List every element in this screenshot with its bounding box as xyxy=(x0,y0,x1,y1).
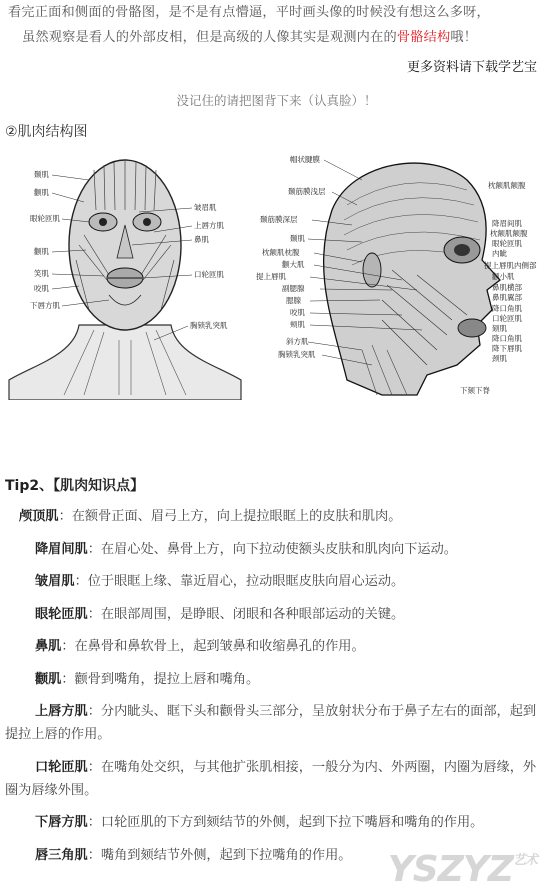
item-text: ：颧骨到嘴角，提拉上唇和嘴角。 xyxy=(61,671,260,687)
side-label-trapezius: 斜方肌 xyxy=(286,337,309,346)
front-label-quadratus-labii-sup: 上唇方肌 xyxy=(194,221,224,230)
side-label-levator-labii-medial: 提上唇肌内侧部 xyxy=(484,261,537,270)
list-item xyxy=(5,811,548,834)
front-label-zygomaticus: 颧肌 xyxy=(34,247,49,256)
side-label-orbicularis-oris: 口轮匝肌 xyxy=(492,314,522,323)
side-muscle-illustration xyxy=(252,150,550,400)
item-text: ：分内眦头、眶下头和颧骨头三部分，呈放射状分布于鼻子左右的面部，起到提拉上唇的作用。 xyxy=(5,704,537,742)
item-term: 上唇方肌 xyxy=(35,704,88,719)
item-term: 下唇方肌 xyxy=(35,815,88,830)
front-muscle-diagram xyxy=(4,150,246,400)
item-term: 皱眉肌 xyxy=(35,574,75,589)
side-label-galea: 帽状腱膜 xyxy=(290,155,320,164)
side-label-levator-labii: 提上唇肌 xyxy=(256,272,286,281)
tip-heading: Tip2、【肌肉知识点】 xyxy=(5,478,145,494)
side-label-depressor-labii: 降下唇肌 xyxy=(492,344,522,353)
side-label-neck-muscle: 颈肌 xyxy=(492,354,507,363)
side-label-accessory-parotid: 副腮腺 xyxy=(282,284,305,293)
front-label-zygomatic: 颧肌 xyxy=(34,188,49,197)
reminder-text: 没记住的请把图背下来（认真脸）！ xyxy=(176,93,377,108)
item-term: 眼轮匝肌 xyxy=(35,606,88,622)
front-label-sternocleidomastoid: 胸锁乳突肌 xyxy=(190,321,228,330)
side-label-occipitalis: 枕额肌枕腹 xyxy=(262,248,300,257)
list-item xyxy=(5,635,548,658)
front-label-risorius: 笑肌 xyxy=(34,269,49,278)
side-label-parotid: 腮腺 xyxy=(286,296,301,305)
front-label-masseter: 咬肌 xyxy=(34,284,49,293)
item-term: 颧肌 xyxy=(35,671,62,687)
side-label-frontalis-2: 枕额肌额腹 xyxy=(490,229,528,238)
side-label-frontalis: 枕额肌额腹 xyxy=(488,181,526,190)
side-label-temporal-fascia-deep: 颞筋膜深层 xyxy=(260,215,298,224)
item-term: 颅顶肌 xyxy=(19,509,59,524)
highlight-keyword: 骨骼结构 xyxy=(396,30,451,45)
side-muscle-diagram xyxy=(252,150,550,400)
side-label-inner-canthus: 内眦 xyxy=(492,249,507,258)
item-text: ：在眉心处、鼻骨上方，向下拉动使额头皮肤和肌肉向下运动。 xyxy=(87,541,457,557)
intro-paragraph xyxy=(8,0,548,50)
list-item xyxy=(5,505,548,528)
side-label-temporal-fascia-superficial: 颞筋膜浅层 xyxy=(288,187,326,196)
side-label-depressor-anguli: 降口角肌 xyxy=(492,304,522,313)
muscle-knowledge-list xyxy=(5,505,548,876)
list-item xyxy=(5,603,548,626)
side-label-temporalis: 颞肌 xyxy=(290,234,305,243)
item-text: ：嘴角到颏结节外侧，起到下拉嘴角的作用。 xyxy=(87,847,352,863)
section-title: ②肌肉结构图 xyxy=(5,124,88,140)
side-label-orbicularis-oculi: 眼轮匝肌 xyxy=(492,239,522,248)
item-term: 降眉间肌 xyxy=(35,541,88,557)
front-label-orbicularis-oculi: 眼轮匝肌 xyxy=(30,214,60,223)
site-watermark xyxy=(388,849,537,890)
watermark-sub: 艺术 xyxy=(512,853,537,868)
item-text: ：在眼部周围，是睁眼、闭眼和各种眼部运动的关键。 xyxy=(87,606,405,622)
front-label-orbicularis-oris: 口轮匝肌 xyxy=(194,270,224,279)
item-term: 唇三角肌 xyxy=(35,847,88,863)
watermark-text: YSZYZ xyxy=(387,849,513,890)
front-muscle-illustration xyxy=(4,150,246,400)
item-text: ：口轮匝肌的下方到颏结节的外侧，起到下拉下嘴唇和嘴角的作用。 xyxy=(87,815,484,830)
item-term: 口轮匝肌 xyxy=(35,759,88,775)
list-item xyxy=(5,700,548,746)
intro-line-2-end: 哦！ xyxy=(450,30,478,45)
side-label-procerus: 降眉间肌 xyxy=(492,219,522,228)
item-text: ：在嘴角处交织，与其他扩张肌相接，一般分为内、外两圈，内圈为唇缘，外圈为唇缘外围。 xyxy=(5,759,537,798)
item-term: 鼻肌 xyxy=(35,639,62,654)
side-label-mentalis: 颏肌 xyxy=(492,324,507,333)
side-label-masseter: 咬肌 xyxy=(290,308,305,317)
item-text: ：在额骨正面、眉弓上方，向上提拉眼眶上的皮肤和肌肉。 xyxy=(58,509,402,524)
front-label-depressor-labii: 下唇方肌 xyxy=(30,301,60,310)
front-label-nasalis: 鼻肌 xyxy=(194,235,209,244)
list-item xyxy=(5,538,548,561)
item-text: ：位于眼眶上缘、靠近眉心，拉动眼眶皮肤向眉心运动。 xyxy=(74,574,405,589)
list-item xyxy=(5,756,548,802)
side-label-zygomaticus-minor: 颧小肌 xyxy=(492,272,515,281)
side-label-sternocleidomastoid: 胸锁乳突肌 xyxy=(278,350,316,359)
list-item xyxy=(5,570,548,593)
side-label-zygomaticus-major: 颧大肌 xyxy=(282,260,305,269)
intro-line-2 xyxy=(8,25,548,50)
intro-line-2-text: 虽然观察是看人的外部皮相，但是高级的人像其实是观测内在的 xyxy=(22,30,397,45)
more-resources-link[interactable]: 更多资料请下载学艺宝 xyxy=(406,60,537,75)
item-text: ：在鼻骨和鼻软骨上，起到皱鼻和收缩鼻孔的作用。 xyxy=(61,639,365,654)
side-label-depressor-anguli-2: 降口角肌 xyxy=(492,334,522,343)
front-label-corrugator: 皱眉肌 xyxy=(194,203,217,212)
side-label-submental-ridge: 下颏下脊 xyxy=(460,386,490,395)
side-label-buccinator: 颊肌 xyxy=(290,320,305,329)
side-label-nasalis-transverse: 鼻肌横部 xyxy=(492,283,522,292)
intro-line-1: 看完正面和侧面的骨骼图，是不是有点懵逼，平时画头像的时候没有想这么多呀， xyxy=(8,5,490,20)
side-label-nasalis-alar: 鼻肌翼部 xyxy=(492,293,522,302)
list-item xyxy=(5,668,548,691)
front-label-temporalis: 颞肌 xyxy=(34,170,49,179)
